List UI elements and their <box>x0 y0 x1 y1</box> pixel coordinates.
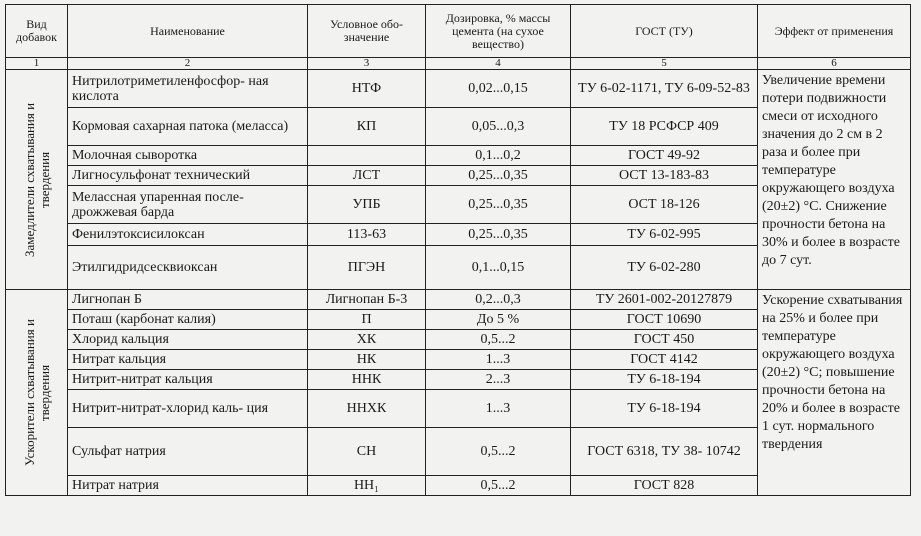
additive-code: ННК <box>308 370 426 390</box>
header-vid: Вид добавок <box>6 5 68 58</box>
header-oboz: Условное обо- значение <box>308 5 426 58</box>
group-effect: Увеличение времени потери подвижности смеси от исходного значения до 2 см в 2 раза и более при температуре окружающего воздуха (20±2) °С. Снижение прочности бетона на 30% и более в возрасте до 7 сут. <box>758 70 911 290</box>
additive-gost: ТУ 18 РСФСР 409 <box>571 108 758 146</box>
group-effect: Ускорение схватывания на 25% и более при температуре окружающего воздуха (20±2) °С; повышение прочности бетона на 20% и более в возрасте 1 сут. нормального твердения <box>758 290 911 496</box>
col-number: 4 <box>426 58 571 70</box>
additive-gost: ТУ 6-02-1171, ТУ 6-09-52-83 <box>571 70 758 108</box>
additive-name: Нитрилотриметиленфосфор- ная кислота <box>68 70 308 108</box>
additive-code: НТФ <box>308 70 426 108</box>
header-gost: ГОСТ (ТУ) <box>571 5 758 58</box>
additive-gost: ОСТ 18-126 <box>571 186 758 224</box>
group-label-cell <box>6 70 68 290</box>
additive-code: УПБ <box>308 186 426 224</box>
additive-gost: ТУ 6-18-194 <box>571 370 758 390</box>
col-number: 2 <box>68 58 308 70</box>
group-label: Ускорители схватывания и твердения <box>21 319 52 466</box>
additive-dose: 1...3 <box>426 390 571 428</box>
additive-name: Фенилэтоксисилоксан <box>68 224 308 246</box>
col-number: 5 <box>571 58 758 70</box>
additive-dose: 0,25...0,35 <box>426 186 571 224</box>
additive-name: Кормовая сахарная патока (меласса) <box>68 108 308 146</box>
additive-code: КП <box>308 108 426 146</box>
additive-name: Лигносульфонат технический <box>68 166 308 186</box>
additive-dose: 0,25...0,35 <box>426 224 571 246</box>
additive-gost: ГОСТ 10690 <box>571 310 758 330</box>
additive-code: ННХК <box>308 390 426 428</box>
additive-dose: 0,2...0,3 <box>426 290 571 310</box>
additive-name: Сульфат натрия <box>68 428 308 476</box>
col-number: 3 <box>308 58 426 70</box>
additive-dose: 2...3 <box>426 370 571 390</box>
additive-dose: До 5 % <box>426 310 571 330</box>
additive-dose: 0,5...2 <box>426 476 571 496</box>
additive-gost: ГОСТ 4142 <box>571 350 758 370</box>
additive-code: НК <box>308 350 426 370</box>
additive-name: Нитрат натрия <box>68 476 308 496</box>
additive-dose: 0,1...0,2 <box>426 146 571 166</box>
additive-name: Хлорид кальция <box>68 330 308 350</box>
additive-code: СН <box>308 428 426 476</box>
additives-table <box>5 4 911 496</box>
additive-code <box>308 146 426 166</box>
col-number: 1 <box>6 58 68 70</box>
additive-name: Поташ (карбонат калия) <box>68 310 308 330</box>
additive-gost: ТУ 6-02-995 <box>571 224 758 246</box>
additive-code: ХК <box>308 330 426 350</box>
group-label-cell <box>6 290 68 496</box>
additive-name: Нитрит-нитрат-хлорид каль- ция <box>68 390 308 428</box>
header-doz: Дозировка, % массы цемента (на сухое вещество) <box>426 5 571 58</box>
additive-name: Лигнопан Б <box>68 290 308 310</box>
additive-gost: ТУ 6-18-194 <box>571 390 758 428</box>
additive-gost: ГОСТ 450 <box>571 330 758 350</box>
additive-code: П <box>308 310 426 330</box>
additive-dose: 0,5...2 <box>426 428 571 476</box>
additive-gost: ГОСТ 49-92 <box>571 146 758 166</box>
additive-gost: ТУ 2601-002-20127879 <box>571 290 758 310</box>
additive-code: ЛСТ <box>308 166 426 186</box>
additive-code: ПГЭН <box>308 246 426 290</box>
additive-gost: ГОСТ 828 <box>571 476 758 496</box>
additive-dose: 0,05...0,3 <box>426 108 571 146</box>
additive-code: Лигнопан Б-3 <box>308 290 426 310</box>
additive-name: Мелассная упаренная после- дрожжевая барда <box>68 186 308 224</box>
additives-table-wrapper <box>5 4 911 496</box>
additive-name: Молочная сыворотка <box>68 146 308 166</box>
additive-code: 113-63 <box>308 224 426 246</box>
additive-gost: ГОСТ 6318, ТУ 38- 10742 <box>571 428 758 476</box>
additive-gost: ТУ 6-02-280 <box>571 246 758 290</box>
additive-name: Этилгидридсесквиоксан <box>68 246 308 290</box>
table-row <box>6 70 911 108</box>
additive-dose: 0,1...0,15 <box>426 246 571 290</box>
additive-dose: 1...3 <box>426 350 571 370</box>
table-row <box>6 290 911 310</box>
additive-gost: ОСТ 13-183-83 <box>571 166 758 186</box>
header-row <box>6 5 911 58</box>
additive-dose: 0,5...2 <box>426 330 571 350</box>
additive-name: Нитрат кальция <box>68 350 308 370</box>
additive-code: НН₁ <box>308 476 426 496</box>
col-number: 6 <box>758 58 911 70</box>
group-label: Замедлители схватывания и твердения <box>21 102 52 257</box>
header-name: Наименование <box>68 5 308 58</box>
header-effect: Эффект от применения <box>758 5 911 58</box>
additive-dose: 0,02...0,15 <box>426 70 571 108</box>
additive-dose: 0,25...0,35 <box>426 166 571 186</box>
column-number-row <box>6 58 911 70</box>
additive-name: Нитрит-нитрат кальция <box>68 370 308 390</box>
